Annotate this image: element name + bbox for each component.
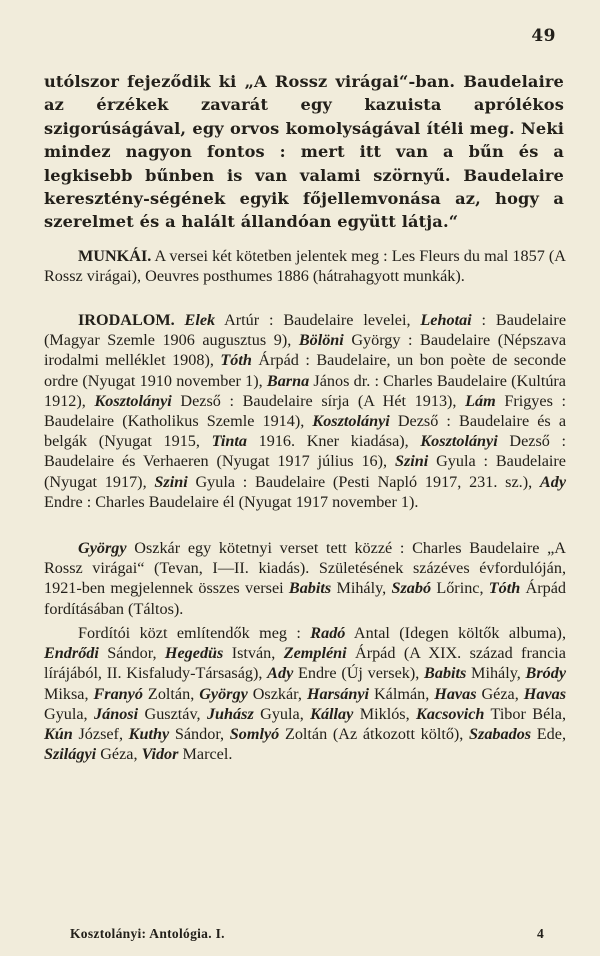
author-name: Kacsovich [416, 704, 485, 723]
text-run: Zoltán (Az átkozott költő), [279, 725, 470, 744]
baudelaire-essay-paragraph: utólszor fejeződik ki „A Rossz virágai“-ban. Baudelaire az érzékek zavarát egy kazuista aprólékos szigorúságával, egy orvos komolyságával ítéli meg. Neki mindez nagyon fontos : mert itt van a bűn és a legkisebb bűnben is van valami szörnyű. Baudelaire keresztény-ségének egyik főjellemvonása az, hogy a szerelmet és a halált állandóan együtt látja.“ [44, 72, 564, 232]
text-run: Endre (Új versek), [293, 664, 425, 683]
author-name: Babits [288, 579, 332, 598]
text-run: Gusztáv, [138, 704, 207, 723]
text-run: Mihály, [331, 579, 392, 598]
translators-paragraph [44, 623, 566, 764]
author-name: Havas [523, 684, 567, 703]
author-name: Ady [267, 664, 294, 683]
works-label: MUNKÁI. [78, 247, 152, 265]
author-name: Harsányi [306, 684, 370, 703]
text-run: Dezső : Baudelaire és a belgák (Nyugat 1915, [44, 412, 566, 451]
author-name: Bródy [525, 664, 566, 683]
text-run: Gyula : Baudelaire (Pesti Napló 1917, 231. sz.), [187, 472, 540, 491]
author-name: Kosztolányi [312, 412, 390, 431]
author-name: Szabados [469, 725, 532, 744]
text-run: Kálmán, [369, 684, 435, 703]
author-name: Babits [424, 664, 467, 683]
text-run: Dezső : Baudelaire sírja (A Hét 1913), [171, 391, 466, 410]
author-name: Jánosi [94, 704, 139, 723]
author-name: Szini [394, 452, 429, 471]
text-run: Sándor, [169, 725, 230, 744]
author-name: Szabó [391, 579, 432, 598]
text-run: Gyula, [253, 704, 311, 723]
text-run: : Baudelaire (Magyar Szemle 1906 augusztus 9), [44, 311, 567, 350]
text-run: Endre : Charles Baudelaire él (Nyugat 1917 november 1). [44, 492, 419, 511]
text-run: Árpád (A XIX. század francia lírájából, II. Kisfaludy-Társaság), [44, 644, 566, 683]
text-run: Géza, [476, 684, 524, 703]
author-name: Franyó [93, 684, 143, 703]
text-run: Oszkár egy kötetnyi verset tett közzé : Charles Baudelaire „A Rossz virágai“ (Tevan, I—II. kiadás). Születésének százéves évfordulóján, 1921-ben megjelennek összes versei [44, 539, 566, 598]
author-name: Barna [266, 371, 310, 390]
author-name: Szini [154, 472, 188, 491]
text-run: Antal (Idegen költők albuma), [345, 624, 566, 642]
text-run: Árpád fordításában (Táltos). [44, 579, 566, 618]
text-run: Géza, [96, 745, 142, 764]
footer-book-title: Kosztolányi: Antológia. I. [70, 926, 225, 941]
works-text: A versei két kötetben jelentek meg : Les Fleurs du mal 1857 (A Rossz virágai), Oeuvres posthumes 1886 (hátrahagyott munkák). [44, 247, 566, 286]
author-name: Bölöni [298, 331, 344, 350]
text-run: Dezső : Baudelaire és Verhaeren (Nyugat 1917 július 16), [44, 432, 566, 471]
author-name: Tinta [211, 432, 247, 451]
text-run: János dr. : Charles Baudelaire (Kultúra 1912), [44, 371, 566, 410]
author-name: Ady [539, 472, 566, 491]
text-run: Fordítói közt említendők meg : [78, 624, 311, 642]
author-name: György [78, 539, 127, 557]
page-number: 49 [531, 26, 556, 46]
author-name: Juhász [206, 704, 254, 723]
author-name: Lám [465, 391, 496, 410]
text-run: Ede, [531, 725, 566, 744]
text-run: Zoltán, [142, 684, 200, 703]
author-name: Kosztolányi [420, 432, 498, 451]
text-run: Oszkár, [247, 684, 307, 703]
text-run: Frigyes : Baudelaire (Katholikus Szemle 1914), [44, 391, 566, 431]
bibliography-paragraph [44, 310, 566, 512]
author-name: Hegedüs [164, 644, 224, 663]
author-name: Kún [44, 725, 73, 744]
section-label: IRODALOM. [78, 311, 185, 329]
text-run: Lőrinc, [431, 579, 489, 598]
text-run: Mihály, [466, 664, 526, 683]
author-name: Lehotai [420, 311, 472, 329]
footer-signature-number: 4 [536, 926, 544, 941]
author-name: Elek [184, 311, 216, 329]
author-name: Tóth [488, 579, 521, 598]
works-paragraph [44, 246, 566, 286]
author-name: Vidor [141, 745, 179, 764]
text-run: Árpád : Baudelaire, un bon poète de seconde ordre (Nyugat 1910 november 1), [44, 351, 567, 390]
text-run: Miklós, [353, 704, 417, 723]
author-name: Radó [310, 624, 346, 642]
author-name: Somlyó [229, 725, 280, 744]
text-run: István, [223, 644, 284, 663]
text-run: Marcel. [178, 745, 233, 764]
text-run: György : Baudelaire (Népszava irodalmi melléklet 1908), [44, 331, 567, 370]
text-run: Gyula : Baudelaire (Nyugat 1917), [44, 452, 566, 491]
text-run: Tibor Béla, [484, 704, 566, 723]
author-name: Kosztolányi [94, 391, 172, 410]
author-name: György [199, 684, 248, 703]
text-run: Miksa, [44, 684, 94, 703]
author-name: Endrődi [44, 644, 99, 663]
text-run: 1916. Kner kiadása), [246, 432, 421, 451]
text-run: József, [72, 725, 129, 744]
text-run: Artúr : Baudelaire levelei, [215, 311, 421, 329]
author-name: Szilágyi [44, 745, 97, 764]
translation-paragraph [44, 538, 566, 619]
author-name: Kuthy [128, 725, 170, 744]
author-name: Kállay [310, 704, 354, 723]
author-name: Havas [434, 684, 477, 703]
author-name: Tóth [220, 351, 252, 370]
text-run: Gyula, [44, 704, 95, 723]
author-name: Zempléni [283, 644, 347, 663]
text-run: Sándor, [98, 644, 165, 663]
